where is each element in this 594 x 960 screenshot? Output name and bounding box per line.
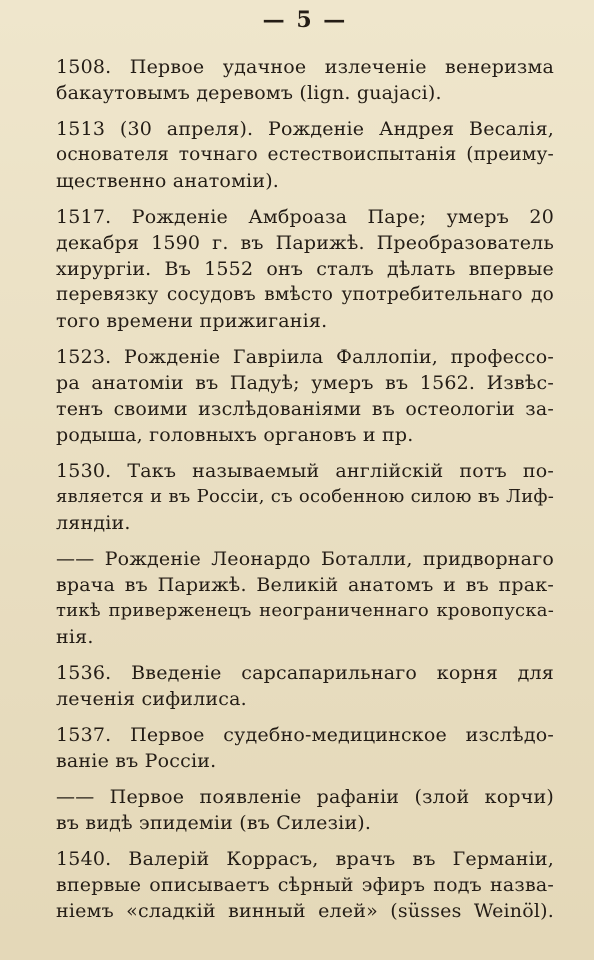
page-number: — 5 — — [262, 7, 348, 33]
text-line: 1530. Такъ называемый англійскій потъ по- — [56, 460, 554, 482]
text-line: перевязку сосудовъ вмѣсто употребительнаго до — [56, 284, 554, 305]
text-line: —— Первое появленіе рафаніи (злой корчи) — [56, 786, 554, 808]
text-line: 1517. Рожденіе Амброаза Паре; умеръ 20 — [56, 206, 554, 228]
text-line: нія. — [56, 626, 94, 648]
text-line: 1536. Введеніе сарсапарильнаго корня для — [56, 662, 554, 684]
chronology-entry — [56, 784, 554, 836]
text-line: тенъ своими изслѣдованіями въ остеологіи за- — [56, 398, 554, 420]
text-line: родыша, головныхъ органовъ и пр. — [56, 424, 414, 446]
text-line: ра анатоміи въ Падуѣ; умеръ въ 1562. Извѣс- — [56, 372, 554, 394]
text-line: декабря 1590 г. въ Парижѣ. Преобразователь — [56, 232, 554, 254]
chronology-entry — [56, 204, 554, 334]
text-line: 1537. Первое судебно-медицинское изслѣдо- — [56, 724, 554, 746]
chronology-entry — [56, 54, 554, 106]
chronology-entry — [56, 458, 554, 536]
text-line: ляндіи. — [56, 512, 131, 534]
text-line: леченія сифилиса. — [56, 688, 247, 710]
text-line: тикѣ приверженецъ неограниченнаго кровопуска- — [56, 600, 554, 621]
text-line: —— Рожденіе Леонардо Боталли, придворнаго — [56, 548, 554, 570]
text-line: 1508. Первое удачное излеченіе венеризма — [56, 56, 554, 78]
chronology-entries — [56, 54, 554, 924]
text-line: врача въ Парижѣ. Великій анатомъ и въ прак- — [56, 574, 554, 596]
text-line: въ видѣ эпидеміи (въ Силезіи). — [56, 812, 372, 834]
text-line: хирургіи. Въ 1552 онъ сталъ дѣлать впервые — [56, 258, 554, 280]
text-line: 1513 (30 апреля). Рожденіе Андрея Весалія, — [56, 118, 554, 140]
chronology-entry — [56, 846, 554, 924]
text-line: того времени прижиганія. — [56, 310, 328, 332]
text-line: щественно анатоміи). — [56, 170, 280, 192]
text-line: впервые описываетъ сѣрный эфиръ подъ назва- — [56, 874, 554, 896]
text-line: 1523. Рожденіе Гавріила Фаллопіи, профессо- — [56, 346, 554, 368]
chronology-entry — [56, 660, 554, 712]
text-line: ваніе въ Россіи. — [56, 750, 217, 772]
text-line: является и въ Россіи, съ особенною силою въ Лиф- — [56, 486, 554, 507]
chronology-entry — [56, 116, 554, 194]
text-line: ніемъ «сладкій винный елей» (süsses Weinöl). — [56, 900, 554, 922]
text-line: основателя точнаго естествоиспытанія (преиму- — [56, 144, 554, 165]
chronology-entry — [56, 344, 554, 448]
chronology-entry — [56, 546, 554, 650]
text-line: 1540. Валерій Коррасъ, врачъ въ Германіи, — [56, 848, 554, 870]
chronology-entry — [56, 722, 554, 774]
text-line: бакаутовымъ деревомъ (lign. guajaci). — [56, 82, 442, 104]
